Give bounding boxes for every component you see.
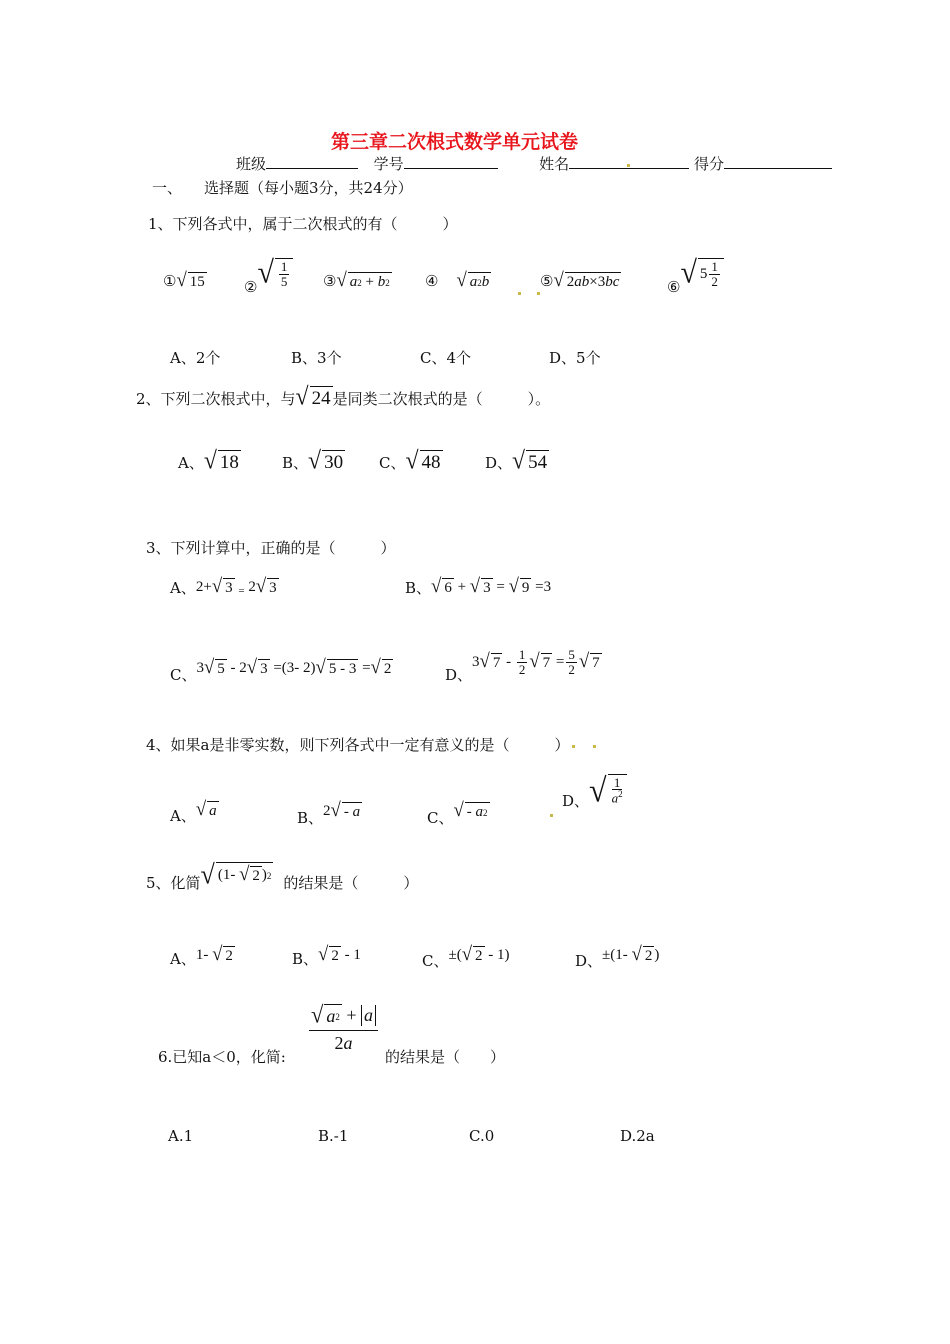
q5-option-b: B、 √ 2 - 1 bbox=[292, 943, 361, 968]
option-label: C、 bbox=[379, 453, 406, 472]
option-label: A、 bbox=[170, 807, 196, 825]
option-label: B、 bbox=[282, 453, 309, 472]
q5-expression: √ (1- √ 2 ) 2 bbox=[200, 858, 272, 890]
option-value: 18 bbox=[219, 452, 239, 473]
name-label: 姓名 bbox=[539, 155, 570, 173]
student-id-field[interactable] bbox=[404, 154, 498, 169]
option-label: D、 bbox=[575, 952, 603, 970]
q2-option-b: B、 √ 30 bbox=[282, 447, 344, 475]
option-label: D、 bbox=[485, 453, 513, 472]
q4-option-d: D、 √ $\frac{1}{a^2}$ bbox=[562, 768, 627, 811]
q1-item-6: ⑥ √ 5 $\frac{1}{2}$ bbox=[667, 250, 724, 297]
scan-dot bbox=[572, 745, 575, 748]
question-3-text: 3、下列计算中，正确的是（ ） bbox=[146, 539, 396, 557]
option-label: A、 bbox=[178, 453, 204, 472]
q3-option-a: A、 2+ √ 3 = 2 √ 3 bbox=[170, 575, 277, 598]
q6-option-d: D.2a bbox=[620, 1127, 655, 1145]
q1-item-1: ① √ 15 bbox=[163, 269, 205, 292]
option-value: 30 bbox=[324, 452, 344, 473]
score-field[interactable] bbox=[724, 154, 832, 169]
class-field[interactable] bbox=[266, 154, 358, 169]
section-heading: 选择题（每小题3分，共24分） bbox=[204, 179, 413, 197]
q1-item-4: ④ √ a 2 b bbox=[425, 269, 490, 292]
option-label: C、 bbox=[427, 809, 454, 827]
student-id-label: 学号 bbox=[373, 155, 404, 173]
q1-option-d: D、5个 bbox=[549, 349, 601, 367]
item-marker: ③ bbox=[323, 274, 337, 290]
question-2-text bbox=[136, 383, 551, 411]
option-label: B、 bbox=[405, 579, 432, 597]
scan-dot bbox=[627, 164, 630, 167]
q1-item-3: ③ √ a 2 + b 2 bbox=[323, 269, 390, 292]
q3-option-d: D、 3 √ 7 - $\frac{1}{2}$ √ 7 = $\frac{5}{2}$ √ 7 bbox=[445, 647, 600, 684]
q3-option-c: C、 3 √ 5 - 2 √ 3 =(3- 2) √ 5 - 3 = √ 2 bbox=[170, 656, 392, 684]
item-marker: ⑥ bbox=[667, 280, 681, 296]
question-4-text: 4、如果a是非零实数，则下列各式中一定有意义的是（ ） bbox=[146, 736, 570, 754]
scan-dot bbox=[593, 745, 596, 748]
question-1-text: 1、下列各式中，属于二次根式的有（ ） bbox=[148, 215, 458, 233]
student-info-row bbox=[236, 153, 832, 174]
q5-option-a: A、 1- √ 2 bbox=[170, 943, 233, 968]
item-marker: ⑤ bbox=[540, 274, 554, 290]
q4-option-a: A、 √ a bbox=[170, 798, 217, 825]
option-label: D、 bbox=[445, 666, 473, 684]
scan-dot bbox=[537, 292, 540, 295]
q1-item-2: ② √ $\frac{1}{5}$ bbox=[244, 250, 293, 297]
option-label: A、 bbox=[170, 579, 196, 597]
scan-dot bbox=[550, 814, 553, 817]
q2-radicand: 24 bbox=[311, 388, 331, 409]
option-label: B、 bbox=[297, 809, 324, 827]
question-6-text-post: 的结果是（ ） bbox=[385, 1048, 506, 1066]
page-title: 第三章二次根式数学单元试卷 bbox=[331, 131, 579, 153]
option-label: B、 bbox=[292, 950, 319, 968]
q6-option-b: B.-1 bbox=[318, 1127, 349, 1145]
q3-option-b: B、 √ 6 + √ 3 = √ 9 =3 bbox=[405, 575, 552, 598]
q1-option-c: C、4个 bbox=[420, 349, 472, 367]
option-label: C、 bbox=[170, 666, 197, 684]
scan-dot bbox=[518, 292, 521, 295]
q4-option-c: C、 √ - a 2 bbox=[427, 799, 488, 827]
class-label: 班级 bbox=[236, 155, 267, 173]
score-label: 得分 bbox=[693, 155, 724, 173]
q2-option-a: A、 √ 18 bbox=[178, 447, 239, 475]
question-6-text-pre: 6.已知a＜0，化简: bbox=[158, 1048, 286, 1066]
option-value: 54 bbox=[528, 452, 548, 473]
q6-fraction: √ a 2 + a 2a bbox=[309, 1004, 378, 1054]
q2-radical: √ 24 bbox=[295, 383, 331, 411]
option-label: A、 bbox=[170, 950, 196, 968]
q5-option-d: D、 ±(1- √ 2 ) bbox=[575, 943, 660, 970]
option-value: 48 bbox=[421, 452, 441, 473]
item-marker: ② bbox=[244, 280, 258, 296]
q2-option-c: C、 √ 48 bbox=[379, 447, 441, 475]
q2-text-post: 是同类二次根式的是（ ）。 bbox=[332, 389, 551, 408]
option-label: C、 bbox=[422, 952, 449, 970]
q2-text-pre: 2、下列二次根式中，与 bbox=[136, 389, 296, 408]
option-label: D、 bbox=[562, 792, 590, 810]
q6-option-c: C.0 bbox=[469, 1127, 495, 1145]
q1-item-5: ⑤ √ 2 ab ×3 bc bbox=[540, 269, 620, 292]
item-marker: ④ bbox=[425, 274, 439, 290]
q5-text-pre: 5、化简 bbox=[146, 874, 201, 892]
section-number: 一、 bbox=[152, 179, 183, 197]
q1-option-b: B、3个 bbox=[291, 349, 342, 367]
question-5-text bbox=[146, 858, 419, 893]
item-marker: ① bbox=[163, 274, 177, 290]
q5-option-c: C、 ±( √ 2 - 1) bbox=[422, 943, 510, 970]
q5-text-post: 的结果是（ ） bbox=[283, 874, 419, 892]
q1-option-a: A、2个 bbox=[170, 349, 221, 367]
q2-option-d: D、 √ 54 bbox=[485, 447, 548, 475]
q6-option-a: A.1 bbox=[168, 1127, 194, 1145]
q4-option-b: B、 2 √ - a bbox=[297, 799, 361, 827]
